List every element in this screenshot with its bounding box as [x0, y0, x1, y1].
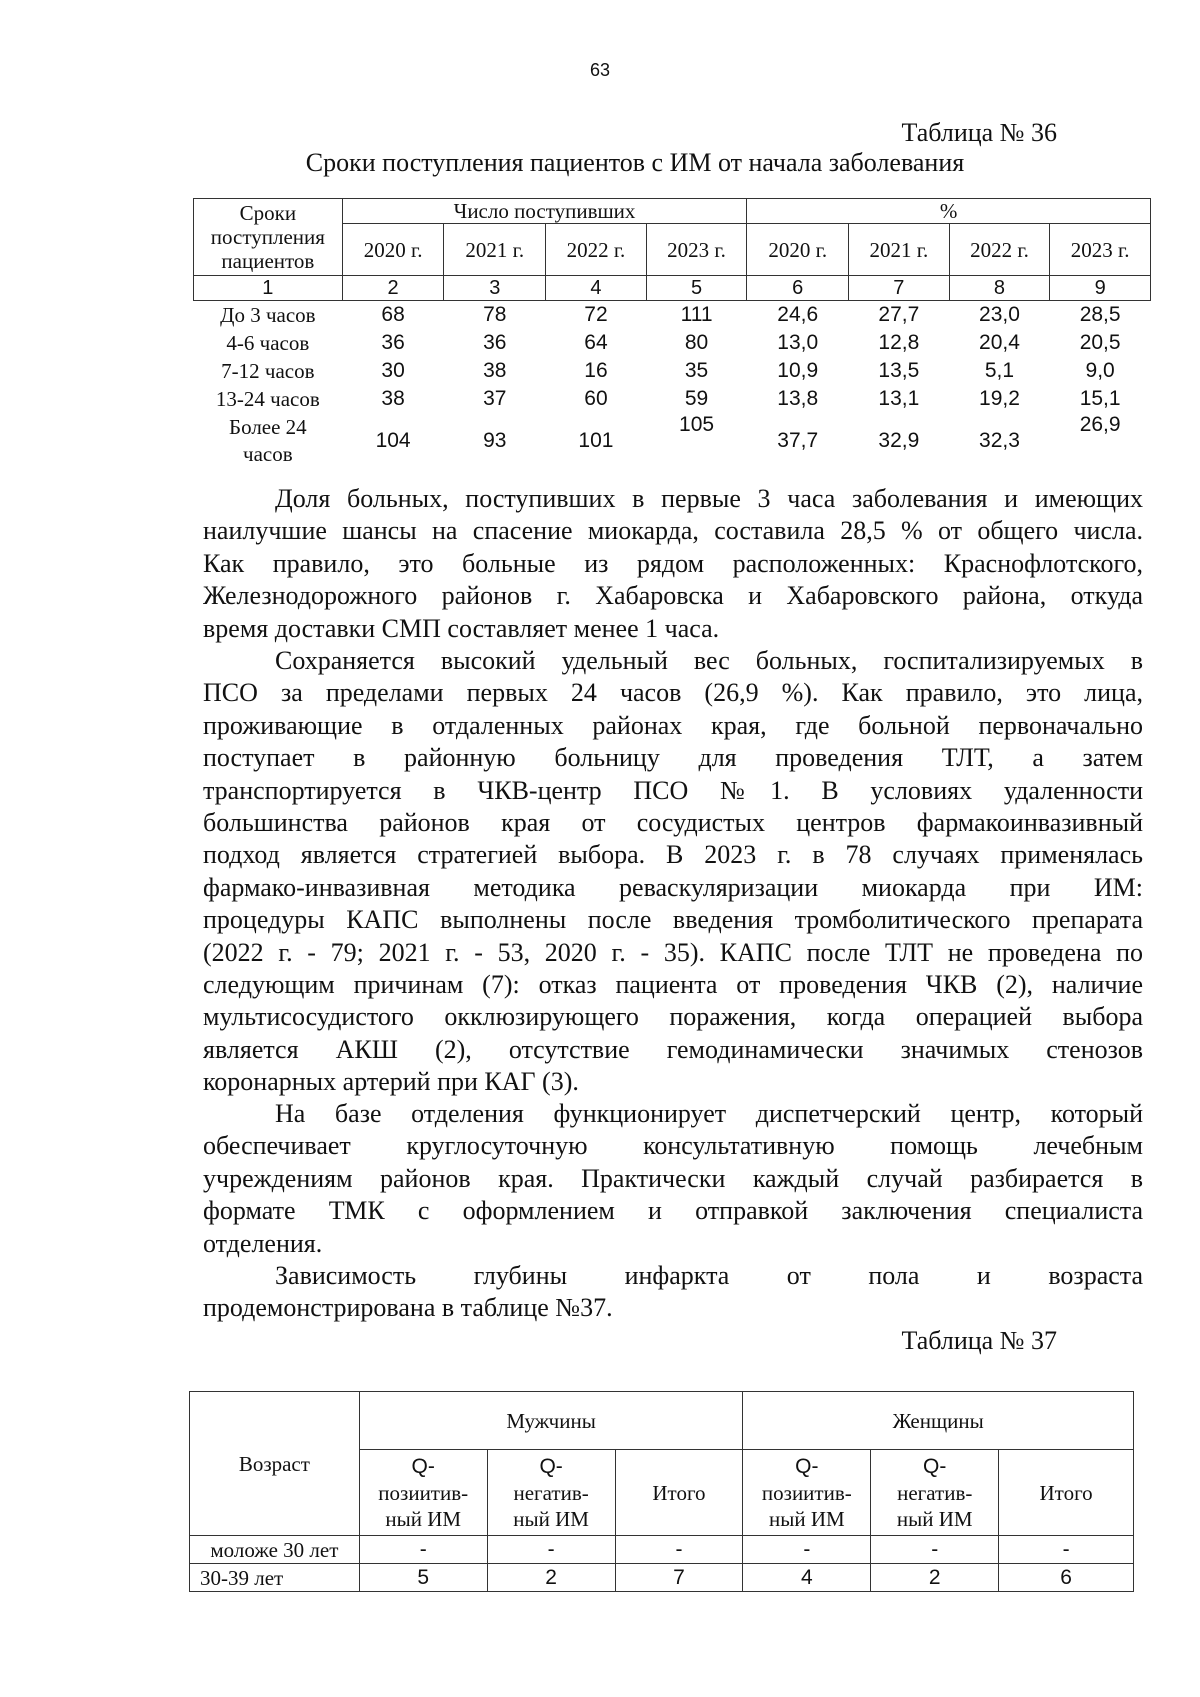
cell: 20,4: [979, 331, 1020, 354]
cell: 9,0: [1085, 359, 1115, 382]
cell: 93: [483, 429, 507, 452]
cell: 111: [680, 303, 713, 326]
header-col-number: 4: [546, 276, 647, 301]
cell: -: [871, 1536, 999, 1564]
cell: -: [615, 1536, 743, 1564]
cell: 20,5: [1079, 331, 1121, 354]
header-year: 2020 г.: [342, 224, 444, 276]
header-year: 2022 г.: [949, 224, 1050, 276]
row-label: 7-12 часов: [221, 358, 315, 383]
cell: 7: [615, 1564, 743, 1592]
cell: 12,8: [878, 331, 920, 354]
cell: 105: [679, 413, 715, 436]
header-col-number: 9: [1050, 276, 1151, 301]
cell: 15,1: [1079, 387, 1121, 410]
header-year: 2023 г.: [1050, 224, 1151, 276]
cell: 101: [578, 429, 614, 452]
cell: 78: [483, 303, 507, 326]
header-q-positive: Q- позиитив- ный ИМ: [743, 1450, 871, 1536]
row-label: До 3 часов: [220, 302, 316, 327]
cell: -: [743, 1536, 871, 1564]
cell: 38: [381, 387, 405, 410]
cell: 23,0: [979, 303, 1020, 326]
cell: 104: [375, 429, 411, 452]
cell: 13,0: [777, 331, 819, 354]
cell: 13,5: [878, 359, 920, 382]
table-37-label: Таблица № 37: [901, 1326, 1057, 1355]
cell: 38: [483, 359, 507, 382]
cell: 24,6: [777, 303, 819, 326]
cell: 37,7: [777, 429, 819, 452]
header-year: 2022 г.: [546, 224, 647, 276]
table-row: [194, 413, 1151, 469]
cell: 16: [584, 359, 608, 382]
header-col-number: 5: [646, 276, 747, 301]
table-row: [194, 357, 1151, 385]
cell: -: [999, 1536, 1134, 1564]
cell: -: [359, 1536, 487, 1564]
header-total: Итого: [999, 1450, 1134, 1536]
header-q-negative: Q- негатив- ный ИМ: [871, 1450, 999, 1536]
cell: 80: [684, 331, 709, 354]
header-year: 2020 г.: [747, 224, 849, 276]
row-label: Более 24 часов: [229, 415, 307, 466]
cell: 30: [381, 359, 405, 382]
cell: 6: [999, 1564, 1134, 1592]
table-row: [190, 1536, 1134, 1564]
cell: 26,9: [1079, 413, 1121, 436]
table-36-title: Сроки поступления пациентов с ИМ от начала заболевания: [305, 148, 965, 177]
header-q-positive: Q- позиитив- ный ИМ: [359, 1450, 487, 1536]
header-age: Возраст: [190, 1392, 360, 1536]
cell: 35: [684, 359, 709, 382]
header-col-number: 8: [949, 276, 1050, 301]
cell: 2: [871, 1564, 999, 1592]
cell: 68: [381, 303, 405, 326]
cell: 37: [483, 387, 507, 410]
row-label: 4-6 часов: [226, 330, 310, 355]
cell: 2: [487, 1564, 615, 1592]
header-q-negative: Q- негатив- ный ИМ: [487, 1450, 615, 1536]
cell: 5,1: [984, 359, 1015, 382]
header-col-number: 1: [194, 276, 343, 301]
cell: 13,1: [878, 387, 920, 410]
cell: 32,9: [878, 429, 920, 452]
cell: 10,9: [777, 359, 819, 382]
header-year: 2021 г.: [849, 224, 950, 276]
cell: 64: [584, 331, 608, 354]
cell: 27,7: [878, 303, 920, 326]
header-sroki: Сроки поступления пациентов: [194, 199, 343, 276]
cell: 60: [584, 387, 608, 410]
table-row: [194, 329, 1151, 357]
cell: -: [487, 1536, 615, 1564]
header-col-number: 7: [849, 276, 950, 301]
row-label: 13-24 часов: [215, 386, 320, 411]
header-percent-group: %: [747, 199, 1151, 224]
cell: 13,8: [777, 387, 819, 410]
paragraph-2: Сохраняется высокий удельный вес больных, госпитализируемых в ПСО за пределами первых 24 часов (26,9 %). Как правило, это лица, проживающие в отдаленных районах края, где больной первоначально поступает в районную больницу для проведения ТЛТ, а затем транспортируется в ЧКВ-центр ПСО №1. В условиях удаленности большинства районов края от сосудистых центров фармакоинвазивный подход является стратегией выбора. В 2023 г. в 78 случаях применялась фармако-инвазивная методика реваскуляризации миокарда при ИМ: процедуры КАПС выполнены после введения тромболитического препарата (2022 г. - 79; 2021 г. - 53, 2020 г. - 35). КАПС после ТЛТ не проведена по следующим причинам (7): отказ пациента от проведения ЧКВ (2), наличие мультисосудистого окклюзирующего поражения, когда операцией выбора является АКШ (2), отсутствие гемодинамически значимых стенозов коронарных артерий при КАГ (3).: [203, 646, 1143, 1097]
row-label: моложе 30 лет: [190, 1536, 360, 1564]
header-year: 2023 г.: [646, 224, 747, 276]
cell: 36: [381, 331, 405, 354]
table-37: [189, 1391, 1134, 1592]
header-year: 2021 г.: [444, 224, 546, 276]
table-36: [193, 198, 1151, 469]
header-col-number: 2: [342, 276, 444, 301]
cell: 28,5: [1079, 303, 1121, 326]
header-total: Итого: [615, 1450, 743, 1536]
cell: 4: [743, 1564, 871, 1592]
header-col-number: 3: [444, 276, 546, 301]
cell: 72: [584, 303, 608, 326]
cell: 19,2: [979, 387, 1020, 410]
table-row: [190, 1564, 1134, 1592]
table-36-label: Таблица № 36: [901, 118, 1057, 147]
paragraph-4: Зависимость глубины инфаркта от пола и возраста продемонстрирована в таблице №37.: [203, 1261, 1143, 1323]
row-label: 30-39 лет: [190, 1564, 360, 1592]
cell: 5: [359, 1564, 487, 1592]
header-col-number: 6: [747, 276, 849, 301]
table-row: [194, 385, 1151, 413]
cell: 59: [684, 387, 709, 410]
cell: 36: [483, 331, 507, 354]
header-women: Женщины: [743, 1392, 1134, 1450]
cell: 32,3: [979, 429, 1020, 452]
table-row: [194, 301, 1151, 330]
header-men: Мужчины: [359, 1392, 743, 1450]
paragraph-1: Доля больных, поступивших в первые 3 часа заболевания и имеющих наилучшие шансы на спасение миокарда, составила 28,5 % от общего числа. Как правило, это больные из рядом расположенных: Краснофлотского, Железнодорожного районов г. Хабаровска и Хабаровского района, откуда время доставки СМП составляет менее 1 часа.: [203, 484, 1143, 643]
header-count-group: Число поступивших: [342, 199, 747, 224]
page-number: 63: [589, 60, 611, 80]
paragraph-3: На базе отделения функционирует диспетчерский центр, который обеспечивает круглосуточную консультативную помощь лечебным учреждениям районов края. Практически каждый случай разбирается в формате ТМК с оформлением и отправкой заключения специалиста отделения.: [203, 1099, 1143, 1258]
